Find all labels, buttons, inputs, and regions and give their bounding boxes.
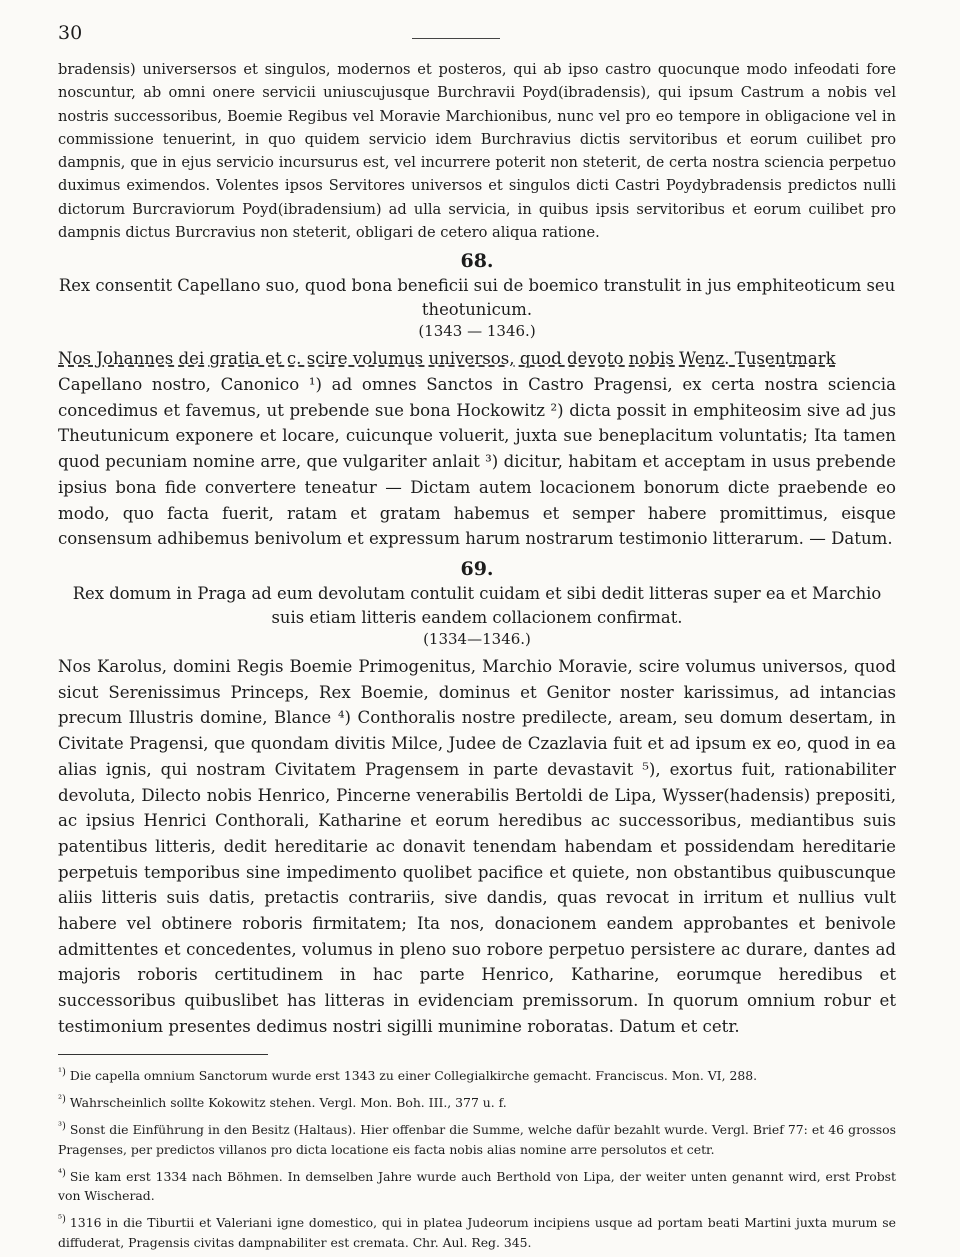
continued-charter-text: bradensis) universersos et singulos, modernos et posteros, qui ab ipso castro quocunque modo infeodati fore noscuntur, ab omni onere servicii uniuscujusque Burchravii Poyd(ibradensis), qui ipsum Castrum a nobis vel nostris successoribus, Boemie Regibus vel Moravie Marchionibus, nunc vel pro eo tempore in obligacione vel in commissione tenuerint, in quo quidem servicio idem Burchravius dictis servitoribus et eorum cuilibet pro dampnis, que in ejus servicio incursurus est, vel incurrere poterit non steterit, de certa nostra sciencia perpetuo duximus eximendos. Volentes ipsos Servitores universos et singulos dicti Castri Poydybradensis predictos nulli dictorum Burcraviorum Poyd(ibradensium) ad ulla servicia, in quibus ipsis servitoribus et eorum cuilibet pro dampnis dictus Burcravius non steterit, obligari de cetero aliqua ratione. xyxy=(58,61,896,242)
document-68-date: (1343 — 1346.) xyxy=(418,322,536,341)
footnote-text: Die capella omnium Sanctorum wurde erst 1343 zu einer Collegialkirche gemacht. Franciscus. Mon. VI, 288. xyxy=(69,1067,758,1083)
footnote-marker: ¹) xyxy=(58,1066,66,1078)
footnote-marker: ⁵) xyxy=(58,1214,66,1226)
document-68-summary: Rex consentit Capellano suo, quod bona beneficii sui de boemico transtulit in jus emphiteoticum seu theotunicum. xyxy=(58,276,896,320)
header-rule xyxy=(412,38,500,39)
document-68-text: Capellano nostro, Canonico ¹) ad omnes Sanctos in Castro Pragensi, ex certa nostra sciencia concedimus et favemus, ut prebende sue bona Hockowitz ²) dicta possit in emphiteosim sive ad jus Theutunicum exponere et locare, cuicunque voluerit, juxta sue beneplacitum voluntatis; Ita tamen quod pecuniam nomine arre, que vulgariter anlait ³) dicitur, habitam et acceptam in usus prebende ipsius bona fide convertere teneatur — Dictam autem locacionem bonorum dicte praebende eo modo, quo facta fuerit, ratam et gratam habemus et semper habere promittimus, eisque consensum adhibemus benivolum et expressum harum nostrarum testimonio litterarum. — Datum. xyxy=(58,375,896,549)
page-body xyxy=(58,58,896,1252)
footnote-text: Sie kam erst 1334 nach Böhmen. In demselben Jahre wurde auch Berthold von Lipa, der weiter unten genannt wird, erst Probst von Wischerad. xyxy=(58,1168,896,1204)
footnote xyxy=(58,1117,896,1159)
footnote xyxy=(58,1063,896,1085)
footnote-text: Wahrscheinlich sollte Kokowitz stehen. Vergl. Mon. Boh. III., 377 u. f. xyxy=(69,1095,507,1110)
footnote-marker: ²) xyxy=(58,1093,66,1105)
document-number-69: 69. xyxy=(460,558,494,580)
document-68-opening: Nos Johannes dei gratia et c. scire volumus universos, quod devoto nobis Wenz. Tusentmark xyxy=(58,349,836,369)
footnotes xyxy=(58,1063,896,1252)
document-69-text: Nos Karolus, domini Regis Boemie Primogenitus, Marchio Moravie, scire volumus universos, quod sicut Serenissimus Princeps, Rex Boemie, dominus et Genitor noster karissimus, ad intancias precum Illustris domine, Blance ⁴) Conthoralis nostre predilecte, aream, seu domum desertam, in Civitate Pragensi, que quondam divitis Milce, Judee de Czazlavia fuit et ad ipsum ex eo, quod in ea alias ignis, qui nostram Civitatem Pragensem in parte devastavit ⁵), exortus fuit, rationabiliter devoluta, Dilecto nobis Henrico, Pincerne venerabilis Bertoldi de Lipa, Wysser(hadensis) prepositi, ac ipsius Henrici Conthorali, Katharine et eorum heredibus ac successoribus, mediantibus suis patentibus litteris, dedit hereditarie ac donavit tenendam habendam et possidendam hereditarie perpetuis temporibus sine impedimento quolibet pacifice et quiete, non obstantibus quibuscunque aliis litteris suis datis, pretactis contrariis, sive dandis, quas revocat in irritum et nullius vult habere vel obtinere roboris firmitatem; Ita nos, donacionem eandem approbantes et benivole admittentes et concedentes, volumus in pleno suo robore perpetuo persistere ac durare, dantes ad majoris roboris certitudinem in hac parte Henrico, Katharine, eorumque heredibus et successoribus quibuslibet has litteras in evidenciam premissorum. In quorum omnium robur et testimonium presentes dedimus nostri sigilli munimine roboratas. Datum et cetr. xyxy=(58,657,896,1036)
footnote-marker: ⁴) xyxy=(58,1167,66,1179)
document-69-summary: Rex domum in Praga ad eum devolutam contulit cuidam et sibi dedit litteras super ea et Marchio suis etiam litteris eandem collacionem confirmat. xyxy=(72,584,882,627)
page-number: 30 xyxy=(58,22,83,44)
footnote-text: 1316 in die Tiburtii et Valeriani igne domestico, qui in platea Judeorum incipiens usque ad portam beati Martini juxta murum se diffuderat, Pragensis civitas dampnabiliter est cremata. Chr. Aul. Reg. 345. xyxy=(58,1215,896,1250)
footnote xyxy=(58,1090,896,1112)
footnote-rule xyxy=(58,1054,268,1055)
footnote xyxy=(58,1164,896,1206)
footnote xyxy=(58,1210,896,1252)
document-69-date: (1334—1346.) xyxy=(423,630,531,648)
document-number-68: 68. xyxy=(460,250,494,273)
footnote-text: Sonst die Einführung in den Besitz (Haltaus). Hier offenbar die Summe, welche dafür bezahlt wurde. Vergl. Brief 77: et 46 grossos Pragenses, per predictos villanos pro dicta locatione eis facta nobis alias nomine arre persolutos et cetr. xyxy=(58,1122,896,1157)
footnote-marker: ³) xyxy=(58,1121,66,1133)
